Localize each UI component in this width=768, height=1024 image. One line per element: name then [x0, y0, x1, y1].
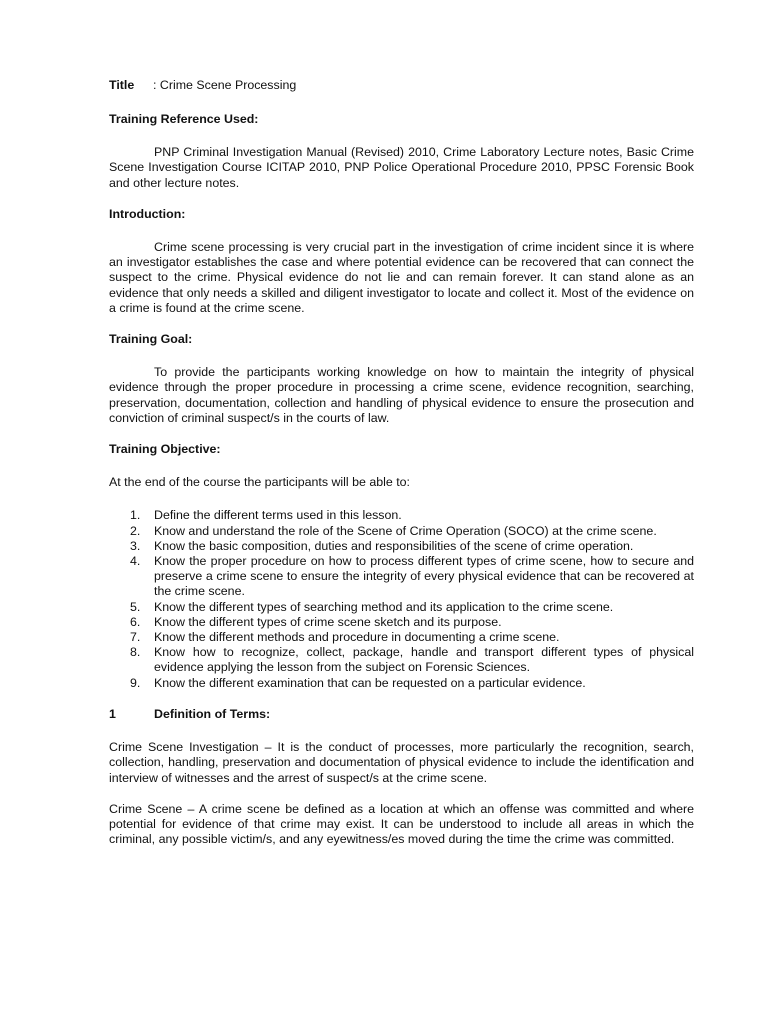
list-item	[109, 524, 694, 539]
list-item-number: 6.	[130, 614, 141, 629]
goal-heading: Training Goal:	[109, 332, 193, 347]
definition-crime-scene: Crime Scene – A crime scene be defined as a location at which an offense was committed and where potential for evidence of that crime may exist. It can be understood to include all areas in which the criminal, any possible victim/s, and any eyewitness/es moved during the time the crime was committed.	[109, 801, 694, 847]
section-title: Definition of Terms:	[154, 706, 271, 721]
title-label: Title	[109, 78, 135, 92]
list-item	[109, 539, 694, 554]
list-item	[109, 615, 694, 630]
reference-heading: Training Reference Used:	[109, 112, 259, 126]
objectives-list	[109, 508, 694, 690]
list-item-text: Know the proper procedure on how to process different types of crime scene, how to secure and preserve a crime scene to ensure the integrity of every physical evidence that can be recovered at the crime scene.	[154, 554, 694, 599]
list-item	[109, 554, 694, 600]
objective-heading: Training Objective:	[109, 442, 221, 457]
list-item-number: 1.	[130, 508, 141, 523]
list-item	[109, 676, 694, 691]
document-page	[109, 78, 694, 863]
list-item	[109, 645, 694, 675]
list-item	[109, 600, 694, 615]
list-item-text: Know the different methods and procedure in documenting a crime scene.	[154, 630, 560, 645]
list-item-text: Define the different terms used in this lesson.	[154, 508, 402, 523]
list-item-number: 8.	[130, 645, 141, 660]
list-item-text: Know the basic composition, duties and responsibilities of the scene of crime operation.	[154, 538, 634, 553]
introduction-paragraph: Crime scene processing is very crucial part in the investigation of crime incident since it is where an investigator establishes the case and where potential evidence can be recovered that can connect the suspect to the crime. Physical evidence do not lie and can remain forever. It can stand alone as an evidence that only needs a skilled and diligent investigator to locate and collect it. Most of the evidence on a crime is found at the crime scene.	[109, 240, 694, 315]
list-item-text: Know the different types of crime scene sketch and its purpose.	[154, 614, 502, 629]
section-1-heading	[109, 707, 694, 722]
list-item-number: 3.	[130, 538, 141, 553]
introduction-heading: Introduction:	[109, 206, 186, 221]
list-item-text: Know and understand the role of the Scene of Crime Operation (SOCO) at the crime scene.	[154, 523, 657, 538]
list-item-number: 7.	[130, 630, 141, 645]
title-value: : Crime Scene Processing	[153, 78, 297, 92]
list-item-text: Know the different examination that can be requested on a particular evidence.	[154, 675, 586, 690]
goal-paragraph: To provide the participants working knowledge on how to maintain the integrity of physical evidence through the proper procedure in processing a crime scene, evidence recognition, searching, preservation, documentation, collection and handling of physical evidence to ensure the prosecution and conviction of criminal suspect/s in the courts of law.	[109, 365, 694, 425]
objective-intro: At the end of the course the participants will be able to:	[109, 475, 410, 490]
list-item-text: Know the different types of searching method and its application to the crime scene.	[154, 599, 614, 614]
list-item-number: 4.	[130, 554, 141, 569]
list-item	[109, 508, 694, 523]
list-item-number: 9.	[130, 675, 141, 690]
list-item	[109, 630, 694, 645]
section-number: 1	[109, 706, 116, 721]
title-row	[109, 78, 694, 94]
list-item-number: 2.	[130, 523, 141, 538]
list-item-text: Know how to recognize, collect, package, handle and transport different types of physical evidence applying the lesson from the subject on Forensic Sciences.	[154, 645, 694, 675]
reference-paragraph: PNP Criminal Investigation Manual (Revised) 2010, Crime Laboratory Lecture notes, Basic Crime Scene Investigation Course ICITAP 2010, PNP Police Operational Procedure 2010, PPSC Forensic Book and other lecture notes.	[109, 145, 694, 190]
definition-crime-scene-investigation: Crime Scene Investigation – It is the conduct of processes, more particularly the recognition, search, collection, handling, preservation and documentation of physical evidence to include the identification and interview of witnesses and the arrest of suspect/s at the crime scene.	[109, 740, 694, 785]
list-item-number: 5.	[130, 599, 141, 614]
